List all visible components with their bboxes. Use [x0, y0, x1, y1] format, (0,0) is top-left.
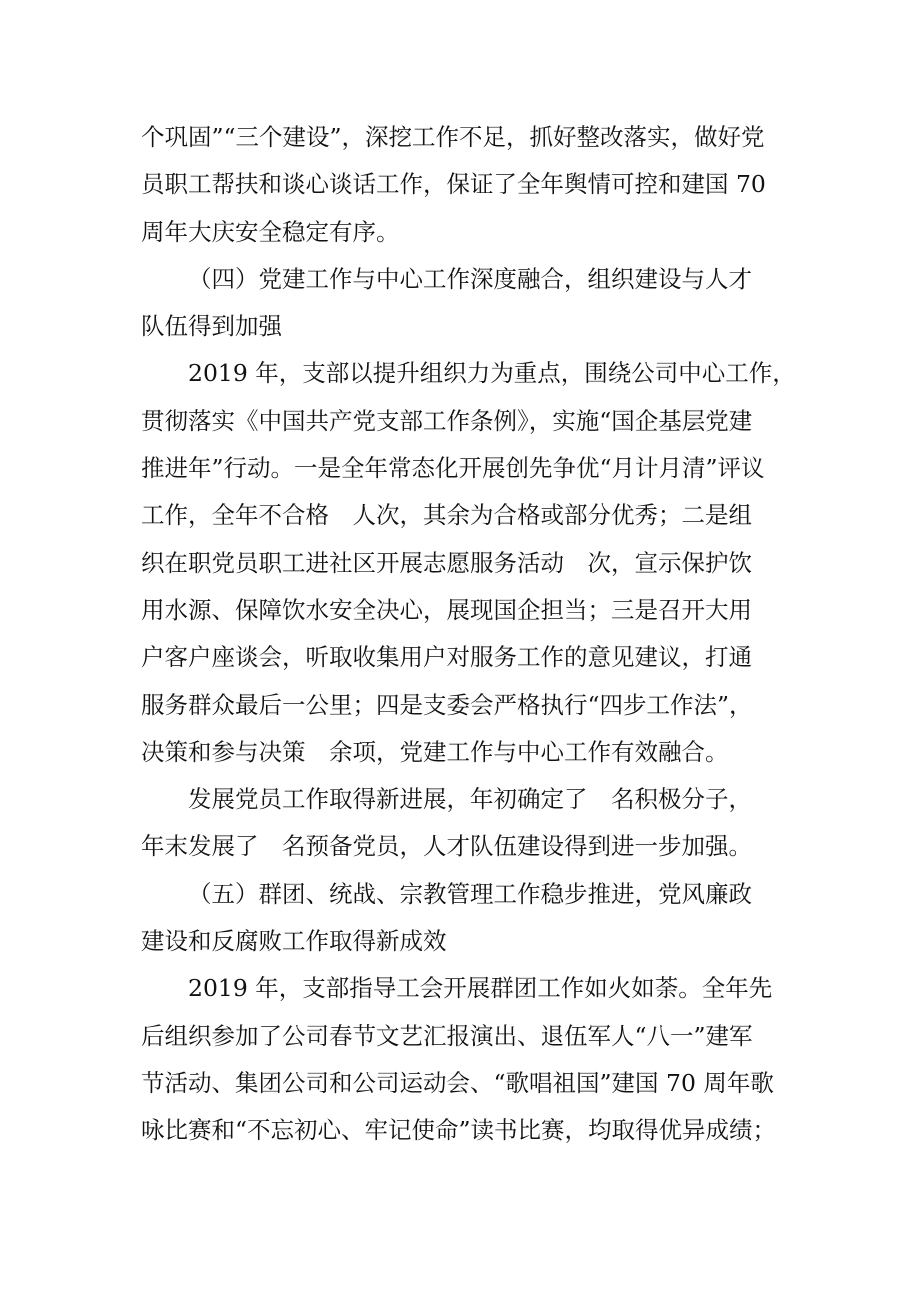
text-line: 户客户座谈会，听取收集用户对服务工作的意见建议，打通 [141, 643, 752, 672]
section-heading-line: （四）党建工作与中心工作深度融合，组织建设与人才 [188, 264, 752, 293]
text-line: 后组织参加了公司春节文艺汇报演出、退伍军人“八一”建军 [141, 1021, 753, 1050]
document-body [141, 114, 796, 1155]
text-line: 咏比赛和“不忘初心、牢记使命”读书比赛，均取得优异成绩； [141, 1116, 777, 1145]
section-heading-line: 队伍得到加强 [141, 312, 282, 341]
text-line: 2019 年，支部以提升组织力为重点，围绕公司中心工作， [188, 359, 796, 388]
text-line: 员职工帮扶和谈心谈话工作，保证了全年舆情可控和建国 70 [141, 170, 766, 199]
text-line: 节活动、集团公司和公司运动会、“歌唱祖国”建国 70 周年歌 [141, 1068, 774, 1097]
text-line: 工作，全年不合格 人次，其余为合格或部分优秀；二是组 [141, 501, 752, 530]
text-line: 决策和参与决策 余项，党建工作与中心工作有效融合。 [141, 737, 729, 766]
text-line: 发展党员工作取得新进展，年初确定了 名积极分子， [188, 785, 752, 814]
text-line: 2019 年，支部指导工会开展群团工作如火如荼。全年先 [188, 974, 773, 1003]
text-line: 周年大庆安全稳定有序。 [141, 217, 400, 246]
section-heading-line: 建设和反腐败工作取得新成效 [141, 927, 447, 956]
text-line: 用水源、保障饮水安全决心，展现国企担当；三是召开大用 [141, 595, 752, 624]
text-line: 服务群众最后一公里；四是支委会严格执行“四步工作法”， [141, 690, 753, 719]
section-heading-line: （五）群团、统战、宗教管理工作稳步推进，党风廉政 [188, 879, 752, 908]
text-line: 个巩固”“三个建设”，深挖工作不足，抓好整改落实，做好党 [141, 123, 765, 151]
text-line: 织在职党员职工进社区开展志愿服务活动 次，宣示保护饮 [141, 548, 752, 577]
text-line: 年末发展了 名预备党员，人才队伍建设得到进一步加强。 [141, 832, 752, 861]
text-line: 推进年”行动。一是全年常态化开展创先争优“月计月清”评议 [141, 454, 765, 483]
text-line: 贯彻落实《中国共产党支部工作条例》，实施“国企基层党建 [141, 406, 753, 435]
